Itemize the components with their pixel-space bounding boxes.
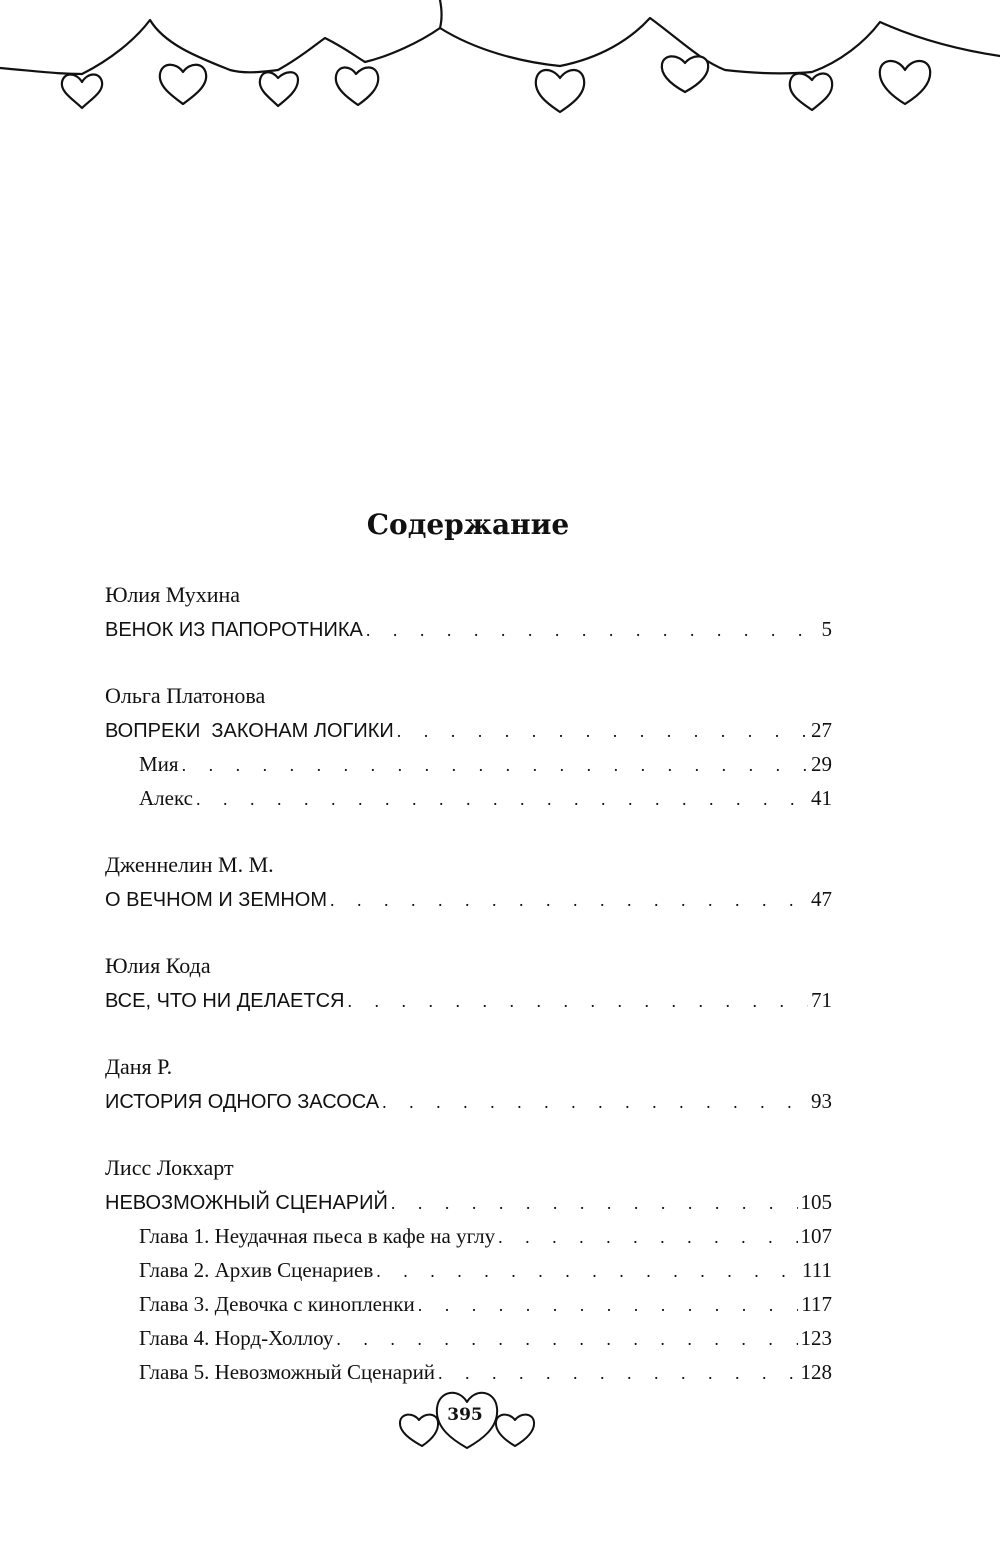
toc-group [105,578,832,646]
entry-page: 105 [800,1190,832,1214]
entry-title: О ВЕЧНОМ И ЗЕМНОМ [105,889,328,911]
entry-title: Глава 5. Невозможный Сценарий [139,1360,436,1384]
table-of-contents [105,578,832,1422]
entry-title: Глава 3. Девочка с кинопленки [139,1292,415,1316]
page-number-ornament [395,1380,545,1455]
entry-title: Алекс [139,786,193,810]
toc-group [105,1151,832,1389]
toc-entry[interactable] [105,882,832,916]
page-number: 395 [447,1405,483,1425]
entry-page: 71 [811,988,832,1012]
entry-page: 123 [800,1326,832,1350]
author-name: Ольга Платонова [105,683,266,708]
heart-garland-icon [0,0,1000,130]
entry-page: 41 [811,786,832,810]
dot-leader [391,1186,798,1220]
dot-leader [382,1085,808,1119]
entry-page: 93 [811,1089,832,1113]
author-name: Даня Р. [105,1054,173,1079]
entry-title: Глава 2. Архив Сценариев [139,1258,374,1282]
dot-leader [336,1322,797,1356]
dot-leader [196,782,808,816]
page-title: Содержание [366,508,570,541]
toc-subentry[interactable] [105,747,832,781]
entry-page: 107 [800,1224,832,1248]
entry-page: 5 [821,617,832,641]
author-name: Дженнелин М. М. [105,852,274,877]
toc-subentry[interactable] [105,1219,832,1253]
dot-leader [397,714,808,748]
toc-subentry[interactable] [105,1287,832,1321]
entry-page: 117 [801,1292,832,1316]
toc-group [105,1050,832,1118]
toc-entry[interactable] [105,612,832,646]
toc-group [105,848,832,916]
toc-group [105,949,832,1017]
dot-leader [498,1220,797,1254]
entry-title: Глава 1. Неудачная пьеса в кафе на углу [139,1224,496,1248]
entry-title: Глава 4. Норд-Холлоу [139,1326,334,1350]
toc-entry[interactable] [105,983,832,1017]
dot-leader [348,984,808,1018]
entry-title: Мия [139,752,179,776]
entry-title: ВОПРЕКИ ЗАКОНАМ ЛОГИКИ [105,720,394,742]
author-name: Юлия Кода [105,953,211,978]
toc-subentry[interactable] [105,1321,832,1355]
entry-title: НЕВОЗМОЖНЫЙ СЦЕНАРИЙ [105,1192,388,1214]
entry-page: 29 [811,752,832,776]
toc-subentry[interactable] [105,781,832,815]
dot-leader [376,1254,799,1288]
author-name: Юлия Мухина [105,582,241,607]
dot-leader [182,748,808,782]
dot-leader [418,1288,799,1322]
toc-subentry[interactable] [105,1253,832,1287]
toc-entry[interactable] [105,1185,832,1219]
entry-title: ИСТОРИЯ ОДНОГО ЗАСОСА [105,1091,380,1113]
entry-page: 128 [800,1360,832,1384]
toc-entry[interactable] [105,713,832,747]
dot-leader [330,883,808,917]
entry-title: ВСЕ, ЧТО НИ ДЕЛАЕТСЯ [105,990,345,1012]
author-name: Лисс Локхарт [105,1155,234,1180]
entry-page: 47 [811,887,832,911]
entry-title: ВЕНОК ИЗ ПАПОРОТНИКА [105,619,363,641]
entry-page: 27 [811,718,832,742]
toc-group [105,679,832,815]
entry-page: 111 [802,1258,832,1282]
dot-leader [366,613,819,647]
toc-entry[interactable] [105,1084,832,1118]
